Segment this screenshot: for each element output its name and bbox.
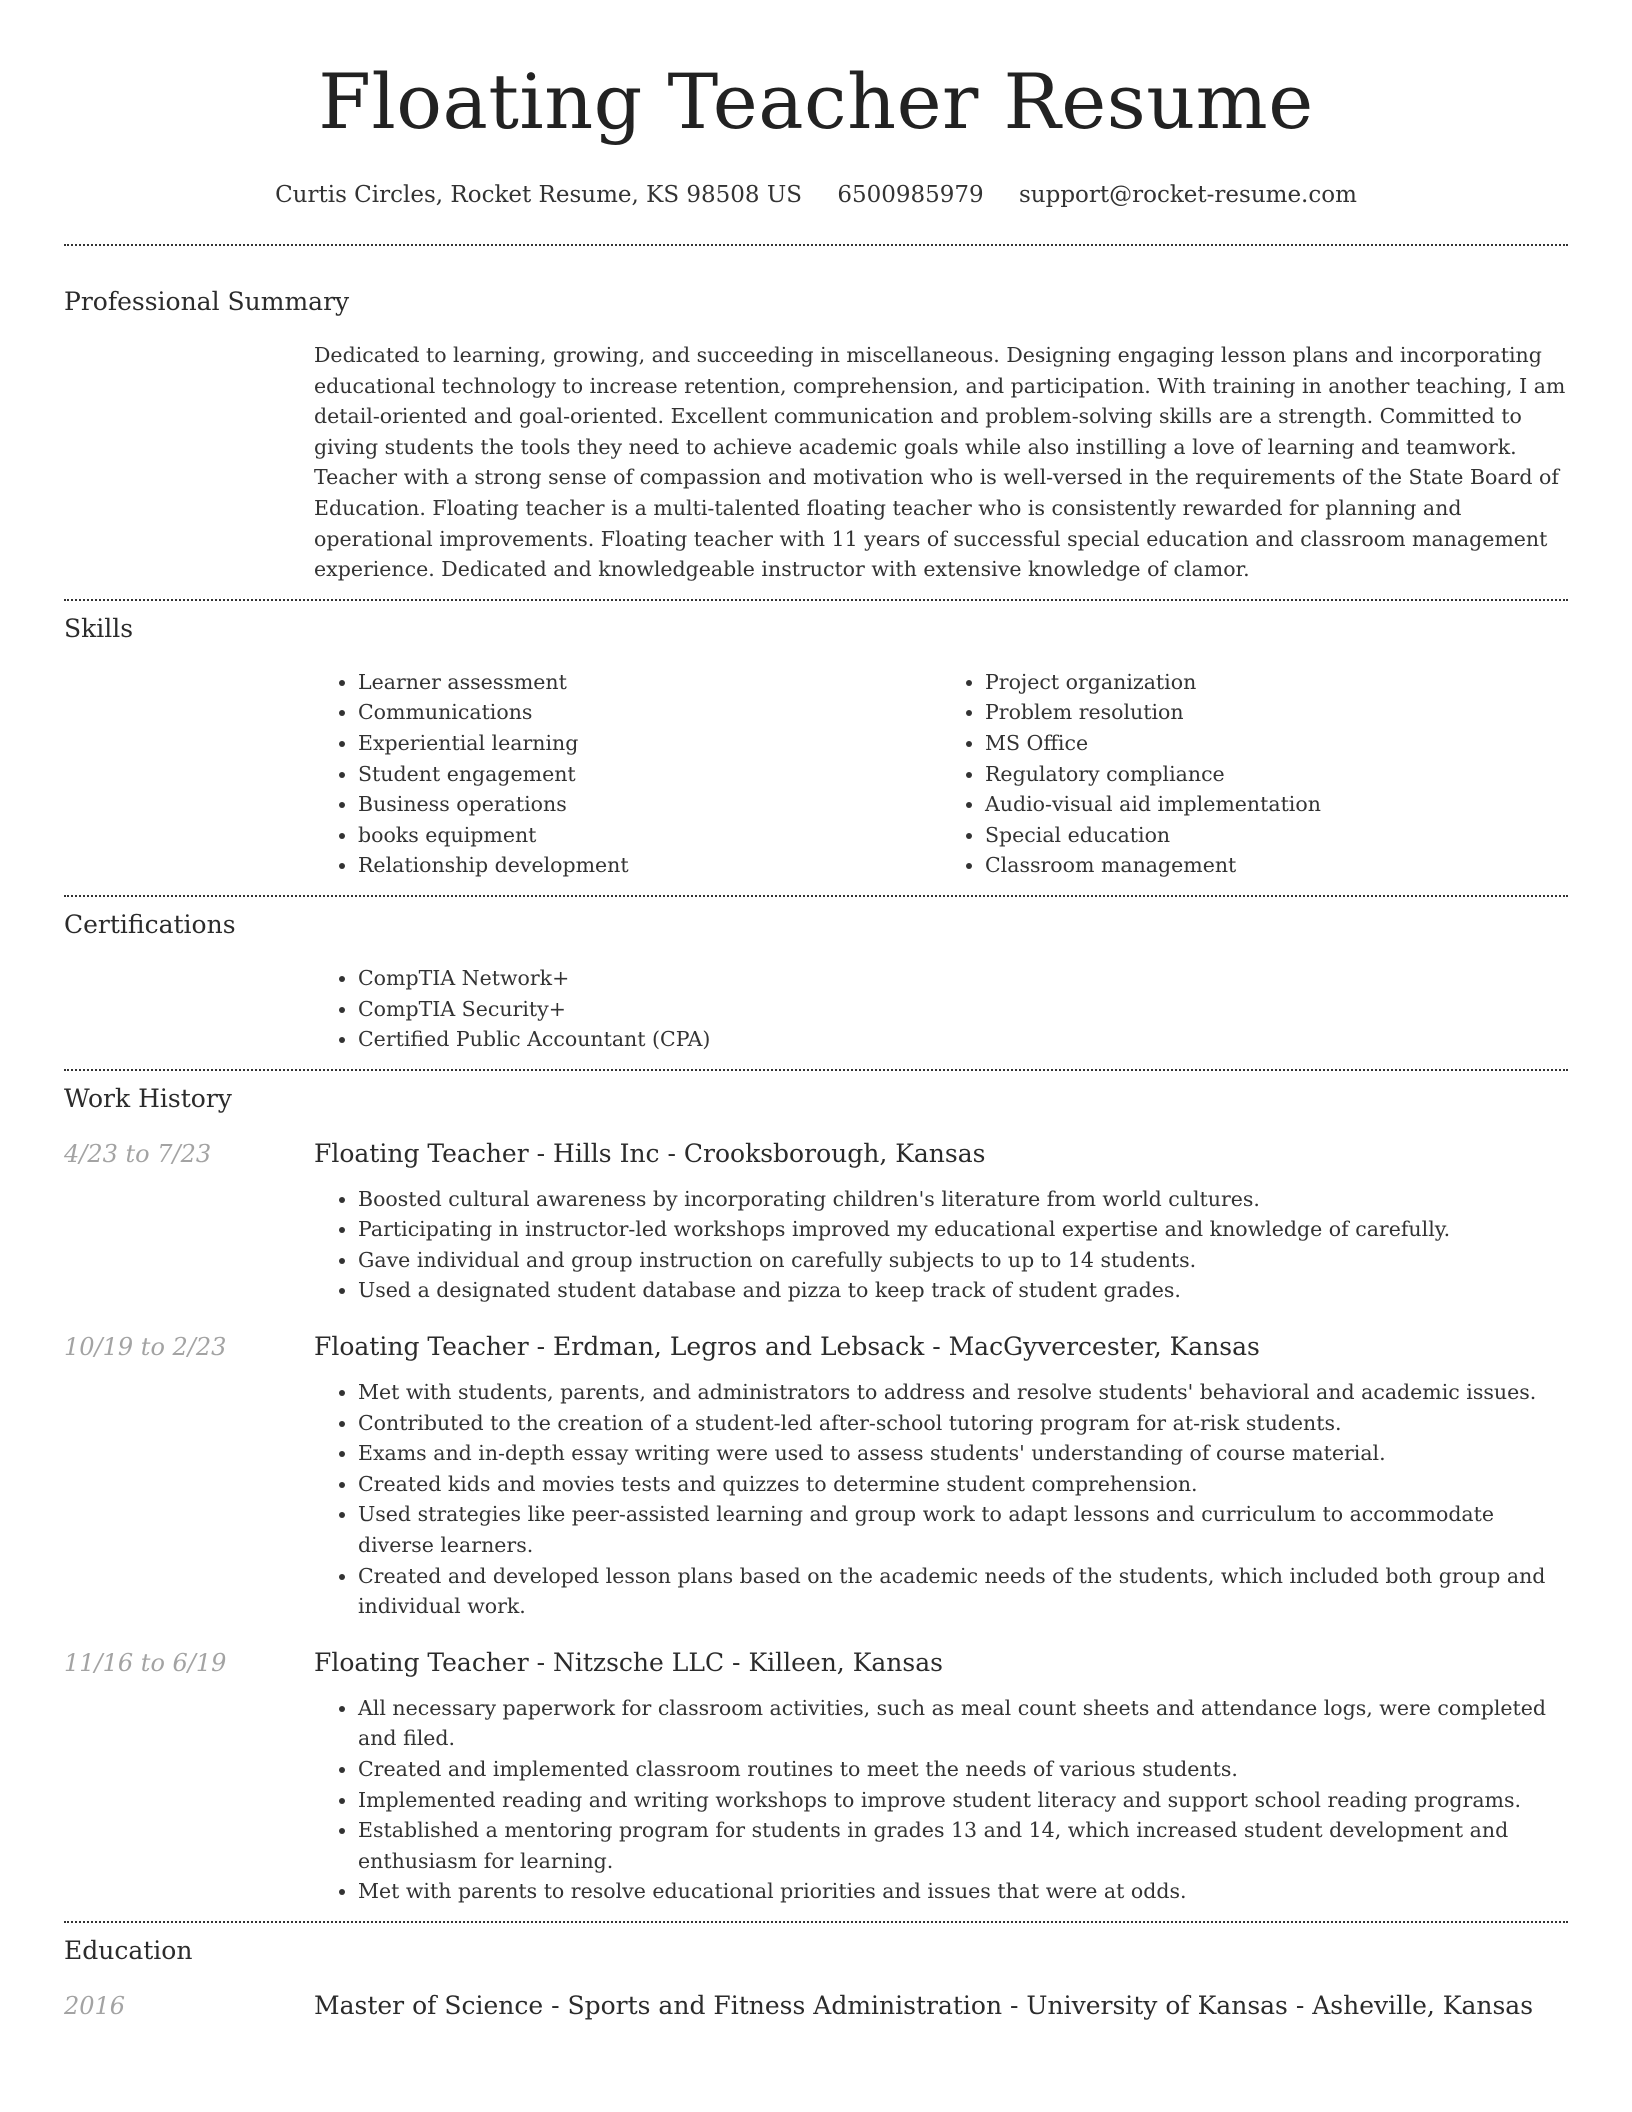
list-item: • Implemented reading and writing workshops to improve student literacy and support school reading programs.	[358, 1785, 1568, 1816]
skills-column-left	[314, 667, 941, 881]
job-bullets	[314, 1693, 1568, 1907]
divider	[64, 1921, 1568, 1923]
education-title: Master of Science - Sports and Fitness Administration - University of Kansas - Asheville, Kansas	[314, 1990, 1534, 2020]
list-item: • Communications	[358, 697, 941, 728]
list-item: • Used strategies like peer-assisted learning and group work to adapt lessons and curriculum to accommodate diverse learners.	[358, 1499, 1568, 1560]
list-item: • Established a mentoring program for students in grades 13 and 14, which increased student development and enthusiasm for learning.	[358, 1815, 1568, 1876]
list-item: • Relationship development	[358, 850, 941, 881]
list-item: • Created and implemented classroom routines to meet the needs of various students.	[358, 1754, 1568, 1785]
list-item: • Used a designated student database and pizza to keep track of student grades.	[358, 1275, 1568, 1306]
list-item: • Gave individual and group instruction on carefully subjects to up to 14 students.	[358, 1245, 1568, 1276]
list-item: • Created kids and movies tests and quizzes to determine student comprehension.	[358, 1469, 1568, 1500]
certifications-list	[314, 963, 1568, 1055]
job-duties	[314, 1693, 1568, 1907]
list-item: • CompTIA Network+	[358, 963, 1568, 994]
job-date: 11/16 to 6/19	[64, 1648, 227, 1677]
job-title: Floating Teacher - Nitzsche LLC - Killeen, Kansas	[314, 1647, 943, 1677]
job-duties	[314, 1377, 1568, 1622]
job-title: Floating Teacher - Hills Inc - Crooksborough, Kansas	[314, 1138, 986, 1168]
list-item: • Classroom management	[985, 850, 1568, 881]
job-header	[64, 1139, 1568, 1168]
education-header	[64, 1991, 1568, 2020]
section-heading-work-history: Work History	[64, 1083, 232, 1113]
job-entry	[64, 1648, 1568, 1907]
list-item: • books equipment	[358, 820, 941, 851]
skills-list	[314, 667, 1568, 881]
skills-column-right	[941, 667, 1568, 881]
job-bullets	[314, 1184, 1568, 1306]
list-item: • Project organization	[985, 667, 1568, 698]
divider	[64, 244, 1568, 246]
list-item: • Created and developed lesson plans based on the academic needs of the students, which included both group and individual work.	[358, 1561, 1568, 1622]
job-entry	[64, 1139, 1568, 1306]
list-item: • Audio-visual aid implementation	[985, 789, 1568, 820]
job-date: 10/19 to 2/23	[64, 1333, 227, 1362]
list-item: • Student engagement	[358, 759, 941, 790]
list-item: • All necessary paperwork for classroom activities, such as meal count sheets and attendance logs, were completed and filed.	[358, 1693, 1568, 1754]
divider	[64, 599, 1568, 601]
list-item: • Learner assessment	[358, 667, 941, 698]
list-item: • Exams and in-depth essay writing were used to assess students' understanding of course material.	[358, 1438, 1568, 1469]
job-bullets	[314, 1377, 1568, 1622]
job-entry	[64, 1332, 1568, 1622]
list-item: • Regulatory compliance	[985, 759, 1568, 790]
job-header	[64, 1648, 1568, 1677]
education-date: 2016	[64, 1991, 126, 2020]
divider	[64, 895, 1568, 897]
list-item: • CompTIA Security+	[358, 994, 1568, 1025]
job-title: Floating Teacher - Erdman, Legros and Lebsack - MacGyvercester, Kansas	[314, 1332, 1260, 1362]
job-date: 4/23 to 7/23	[64, 1139, 212, 1168]
section-heading-summary: Professional Summary	[64, 287, 350, 316]
resume-title: Floating Teacher Resume	[318, 57, 1314, 146]
summary-text: Dedicated to learning, growing, and succeeding in miscellaneous. Designing engaging lesson plans and incorporating educational technology to increase retention, comprehension, and participation. With training in another teaching, I am detail-oriented and goal-oriented. Excellent communication and problem-solving skills are a strength. Committed to giving students the tools they need to achieve academic goals while also instilling a love of learning and teamwork. Teacher with a strong sense of compassion and motivation who is well-versed in the requirements of the State Board of Education. Floating teacher is a multi-talented floating teacher who is consistently rewarded for planning and operational improvements. Floating teacher with 11 years of successful special education and classroom management experience. Dedicated and knowledgeable instructor with extensive knowledge of clamor.	[314, 343, 1566, 582]
certifications-bullets	[314, 963, 1568, 1055]
list-item: • Met with students, parents, and administrators to address and resolve students' behavioral and academic issues.	[358, 1377, 1568, 1408]
list-item: • Business operations	[358, 789, 941, 820]
list-item: • Contributed to the creation of a student-led after-school tutoring program for at-risk students.	[358, 1408, 1568, 1439]
section-heading-skills: Skills	[64, 613, 134, 643]
list-item: • Problem resolution	[985, 697, 1568, 728]
list-item: • Certified Public Accountant (CPA)	[358, 1024, 1568, 1055]
list-item: • Boosted cultural awareness by incorporating children's literature from world cultures.	[358, 1184, 1568, 1215]
contact-email: support@rocket-resume.com	[1018, 182, 1357, 208]
contact-address: Curtis Circles, Rocket Resume, KS 98508 US	[275, 182, 803, 208]
list-item: • MS Office	[985, 728, 1568, 759]
list-item: • Met with parents to resolve educational priorities and issues that were at odds.	[358, 1876, 1568, 1907]
list-item: • Experiential learning	[358, 728, 941, 759]
list-item: • Special education	[985, 820, 1568, 851]
contact-phone: 6500985979	[837, 182, 984, 208]
contact-line	[64, 180, 1568, 210]
education-entry	[64, 1991, 1568, 2020]
list-item: • Participating in instructor-led workshops improved my educational expertise and knowledge of carefully.	[358, 1214, 1568, 1245]
job-duties	[314, 1184, 1568, 1306]
divider	[64, 1069, 1568, 1071]
section-heading-education: Education	[64, 1935, 193, 1965]
section-heading-certifications: Certifications	[64, 909, 236, 939]
job-header	[64, 1332, 1568, 1361]
